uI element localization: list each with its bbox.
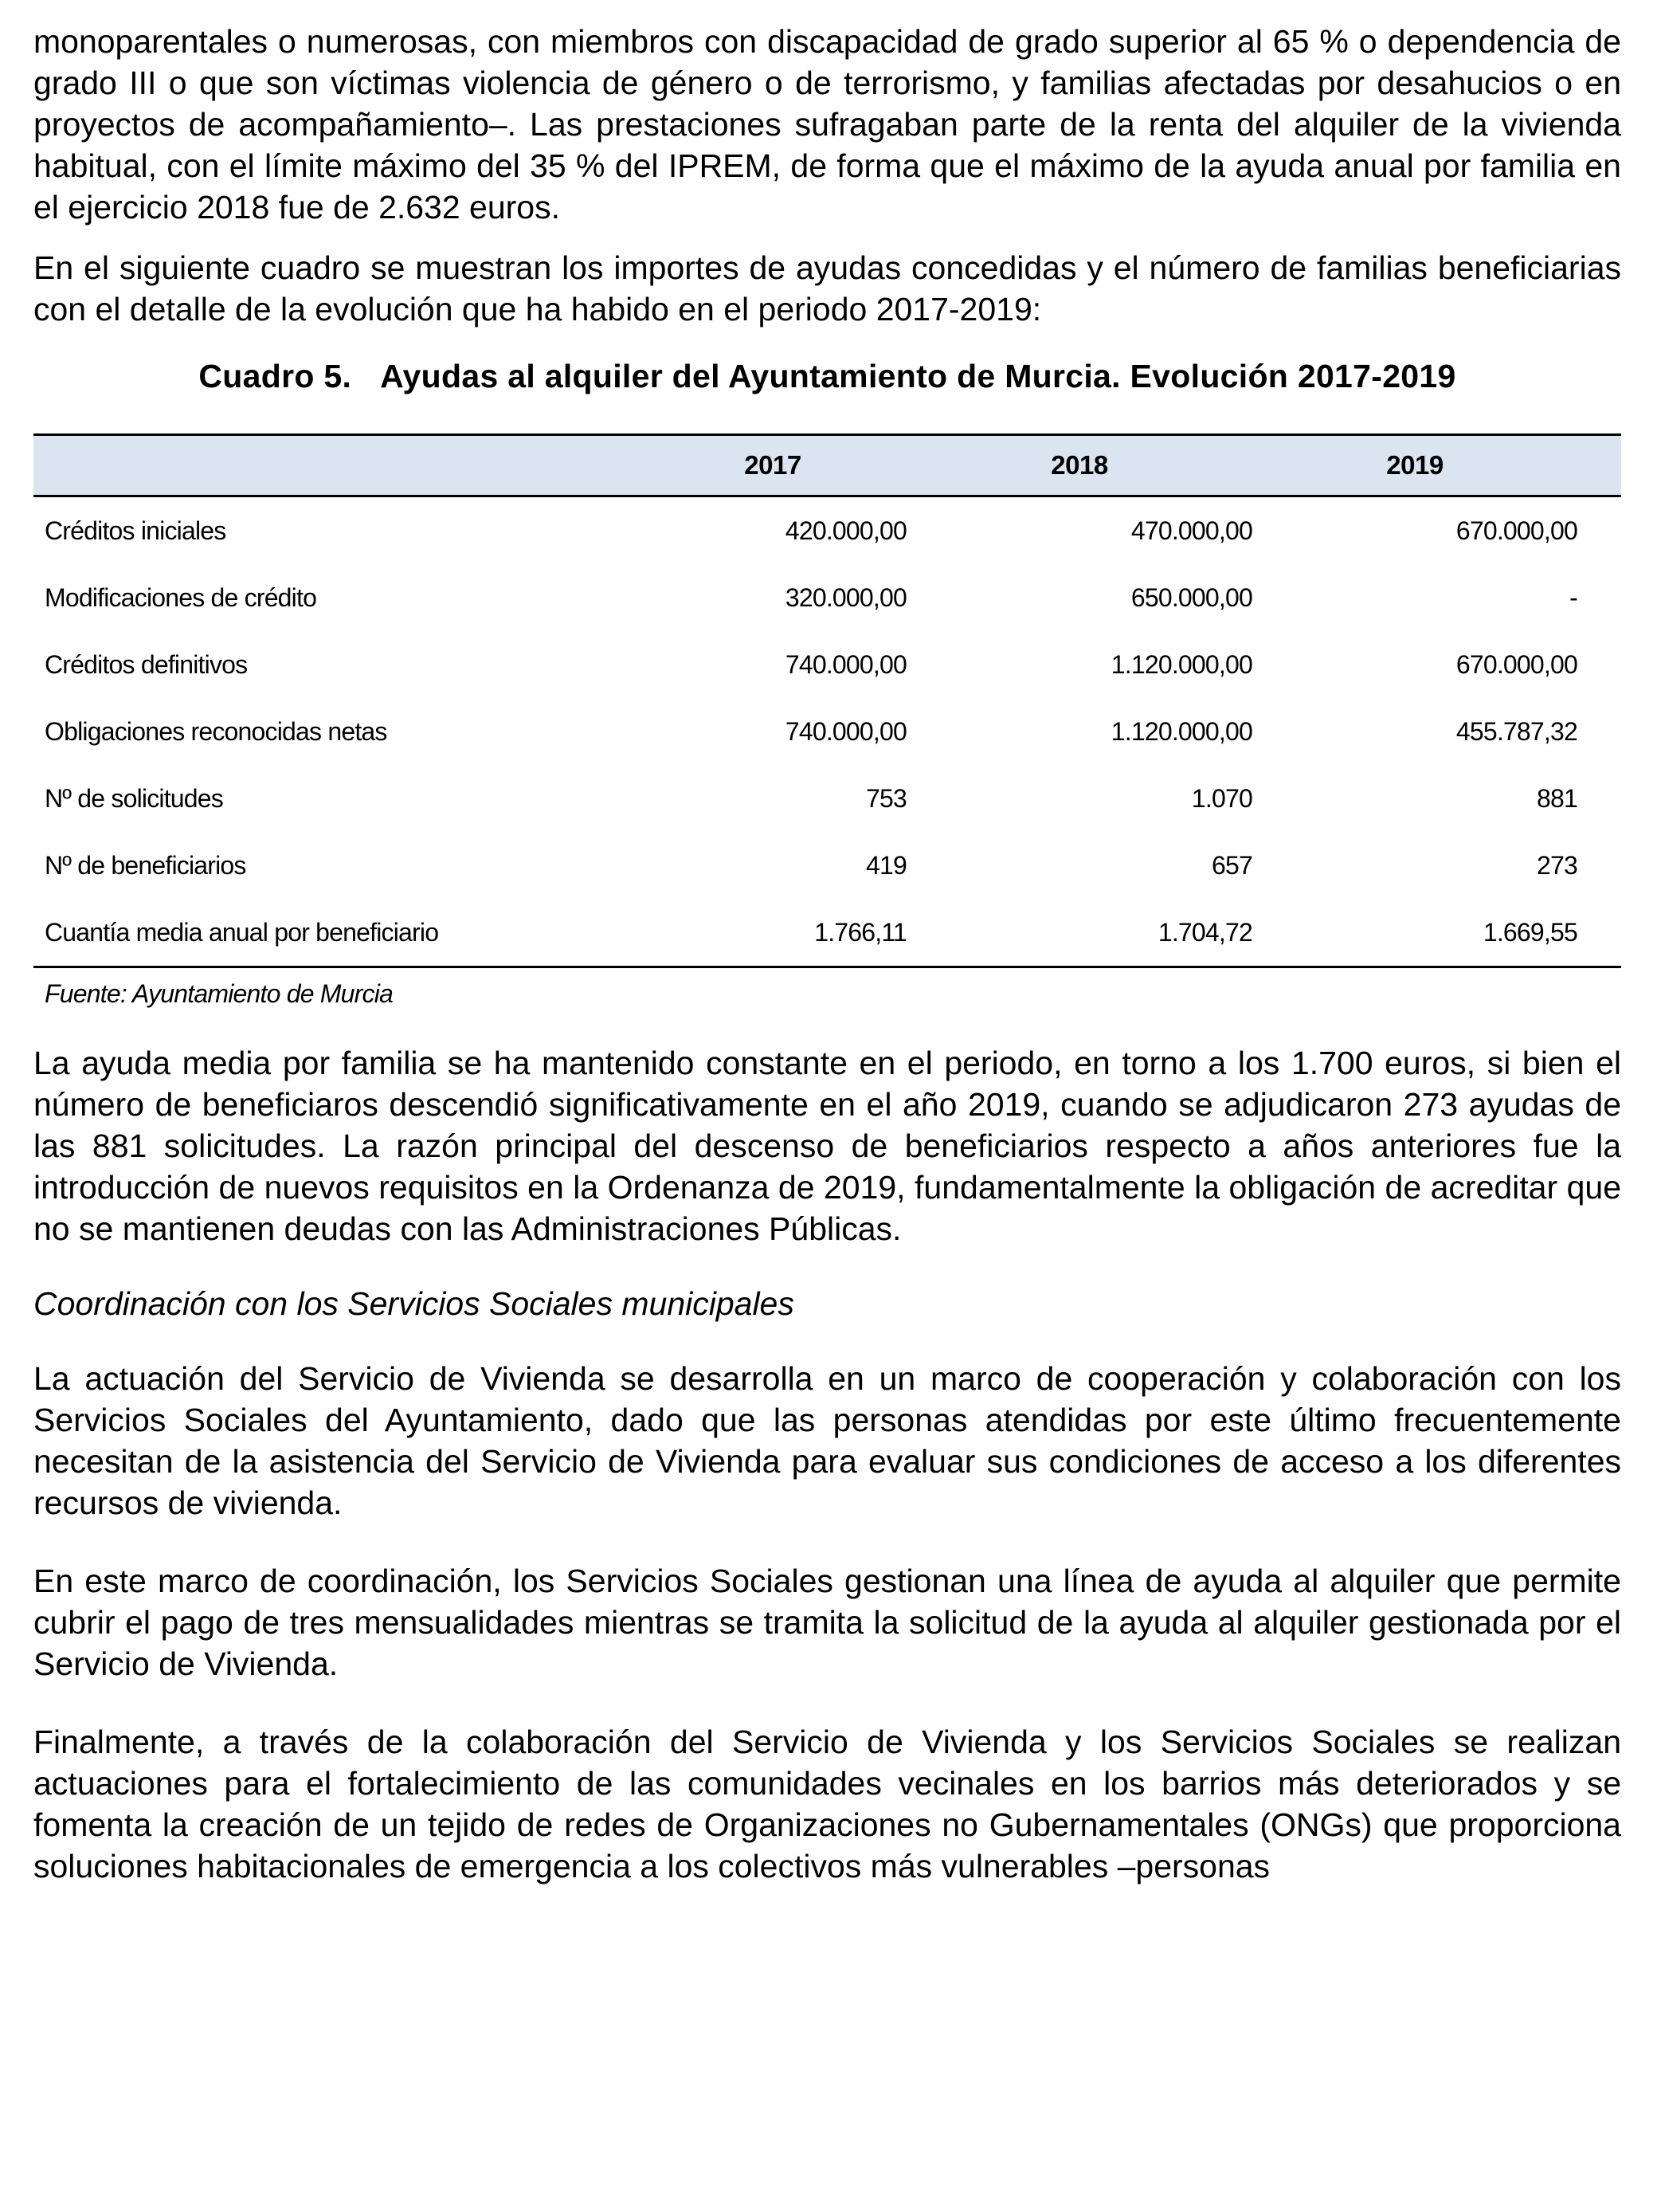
table-row: [33, 631, 1621, 698]
header-spacer: [1577, 435, 1621, 496]
row-label: Cuantía media anual por beneficiario: [33, 899, 639, 967]
header-label-cell: [33, 435, 639, 496]
table-row: [33, 698, 1621, 765]
row-label: Créditos definitivos: [45, 649, 248, 679]
table-row: [33, 765, 1621, 832]
result-paragraph: La ayuda media por familia se ha mantenido constante en el periodo, en torno a los 1.700 euros, si bien el número de beneficiaros descendió significativamente en el año 2019, cuando se adjudicaron 273 ayudas de las 881 solicitudes. La razón principal del descenso de beneficiarios respecto a años anteriores fue la introducción de nuevos requisitos en la Ordenanza de 2019, fundamentalmente la obligación de acreditar que no se mantienen deudas con las Administraciones Públicas.: [33, 1045, 1621, 1247]
value-2019: 455.787,32: [1455, 716, 1577, 746]
rental-aid-table: [33, 433, 1621, 968]
row-label: Modificaciones de crédito: [45, 582, 317, 612]
value-2019: 670.000,00: [1455, 516, 1577, 545]
row-spacer: [1577, 496, 1621, 565]
header-2018: 2018: [907, 435, 1252, 496]
section-subheading: Coordinación con los Servicios Sociales municipales: [33, 1285, 794, 1322]
intro-continuation-paragraph: monoparentales o numerosas, con miembros con discapacidad de grado superior al 65 % o dependencia de grado III o que son víctimas violencia de género o de terrorismo, y familias afectadas por desahucios o en proyectos de acompañamiento–. Las prestaciones sufragaban parte de la renta del alquiler de la vivienda habitual, con el límite máximo del 35 % del IPREM, de forma que el máximo de la ayuda anual por familia en el ejercicio 2018 fue de 2.632 euros.: [33, 23, 1621, 226]
value-2017: 753: [866, 783, 907, 813]
row-spacer: [1577, 631, 1621, 698]
value-2018: 1.120.000,00: [1111, 716, 1252, 746]
header-2019: 2019: [1252, 435, 1577, 496]
document-page: [33, 21, 1621, 1887]
value-2018: 650.000,00: [1130, 582, 1252, 612]
table-row: [33, 564, 1621, 631]
table-row: [33, 496, 1621, 565]
value-2018: 1.120.000,00: [1111, 649, 1252, 679]
row-spacer: [1577, 698, 1621, 765]
table-source-note: Fuente: Ayuntamiento de Murcia: [45, 979, 394, 1008]
row-label: Nº de beneficiarios: [45, 850, 246, 880]
row-spacer: [1577, 899, 1621, 967]
final-paragraph: Finalmente, a través de la colaboración del Servicio de Vivienda y los Servicios Sociales se realizan actuaciones para el fortalecimiento de las comunidades vecinales en los barrios más deteriorados y se fomenta la creación de un tejido de redes de Organizaciones no Gubernamentales (ONGs) que proporciona soluciones habitacionales de emergencia a los colectivos más vulnerables –personas: [33, 1724, 1621, 1885]
table-intro-paragraph: En el siguiente cuadro se muestran los importes de ayudas concedidas y el número de familias beneficiarias con el detalle de la evolución que ha habido en el periodo 2017-2019:: [33, 249, 1621, 327]
header-2017: 2017: [639, 435, 907, 496]
value-2017: 420.000,00: [785, 516, 907, 545]
value-2019: -: [1569, 582, 1577, 612]
table-caption-title: Ayudas al alquiler del Ayuntamiento de Murcia. Evolución 2017-2019: [380, 358, 1456, 394]
value-2019: 273: [1537, 850, 1577, 880]
value-2017: 740.000,00: [785, 649, 907, 679]
row-spacer: [1577, 564, 1621, 631]
table-header-row: [33, 435, 1621, 496]
value-2018: 1.070: [1191, 783, 1252, 813]
value-2017: 740.000,00: [785, 716, 907, 746]
row-spacer: [1577, 832, 1621, 899]
value-2017: 320.000,00: [785, 582, 907, 612]
row-label: Nº de solicitudes: [45, 783, 223, 813]
row-spacer: [1577, 765, 1621, 832]
value-2019: 670.000,00: [1455, 649, 1577, 679]
value-2018: 657: [1212, 850, 1252, 880]
framework-paragraph: En este marco de coordinación, los Servicios Sociales gestionan una línea de ayuda al alquiler que permite cubrir el pago de tres mensualidades mientras se tramita la solicitud de la ayuda al alquiler gestionada por el Servicio de Vivienda.: [33, 1563, 1621, 1682]
table-row: [33, 832, 1621, 899]
value-2017: 419: [866, 850, 907, 880]
row-label: Obligaciones reconocidas netas: [45, 716, 387, 746]
table-caption-number: Cuadro 5.: [198, 358, 352, 394]
table-row: [33, 899, 1621, 967]
value-2019: 881: [1537, 783, 1577, 813]
value-2018: 1.704,72: [907, 899, 1252, 967]
table-caption: [33, 355, 1621, 397]
value-2017: 1.766,11: [639, 899, 907, 967]
coordination-paragraph: La actuación del Servicio de Vivienda se desarrolla en un marco de cooperación y colaboración con los Servicios Sociales del Ayuntamiento, dado que las personas atendidas por este último frecuentemente necesitan de la asistencia del Servicio de Vivienda para evaluar sus condiciones de acceso a los diferentes recursos de vivienda.: [33, 1360, 1621, 1521]
value-2019: 1.669,55: [1252, 899, 1577, 967]
row-label: Créditos iniciales: [45, 516, 226, 545]
value-2018: 470.000,00: [1130, 516, 1252, 545]
